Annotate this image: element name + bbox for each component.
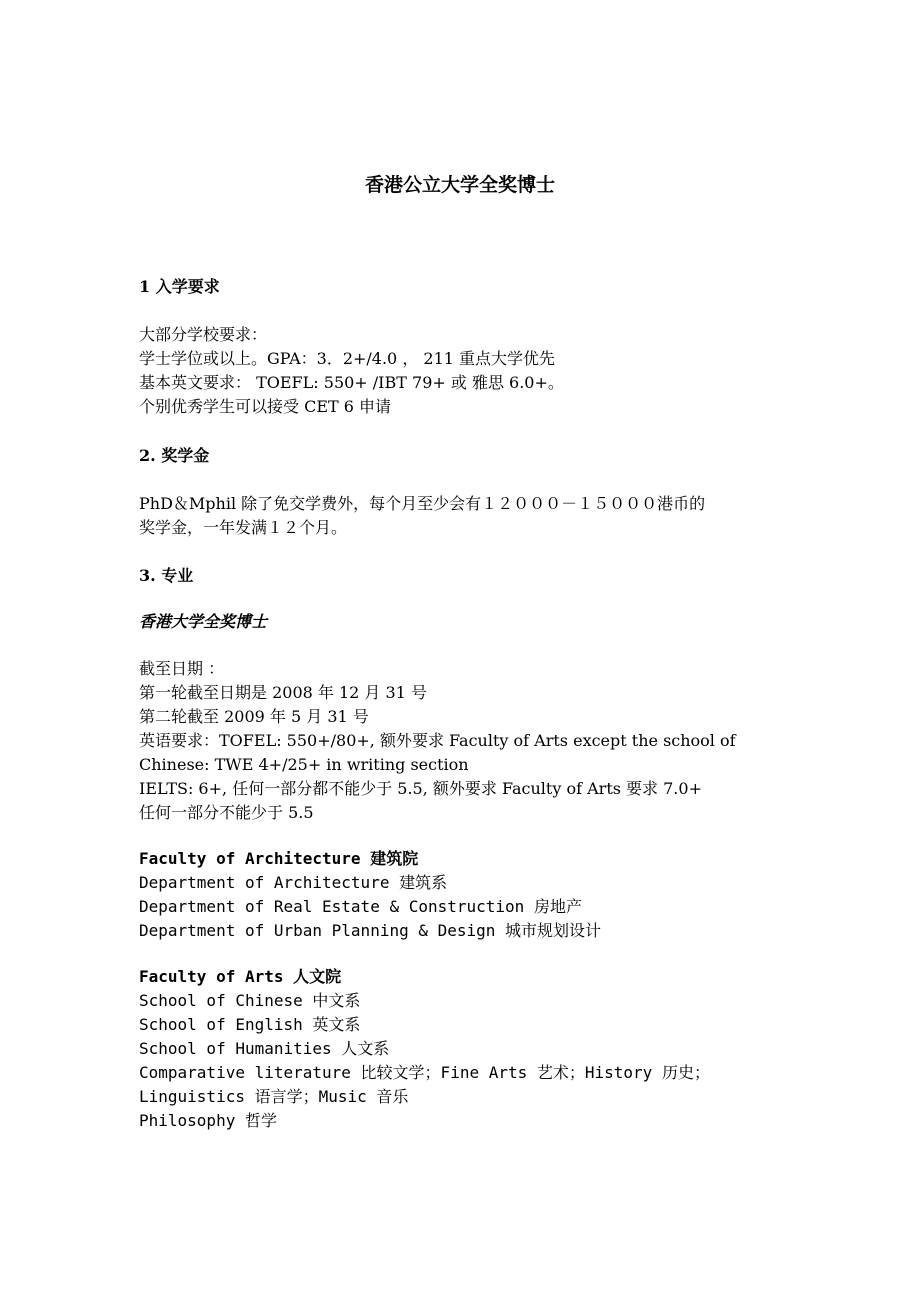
- admission-line: 个别优秀学生可以接受 CET 6 申请: [139, 397, 392, 416]
- university-subheading: 香港大学全奖博士: [139, 612, 268, 631]
- admission-line: 基本英文要求： TOEFL: 550+ /IBT 79+ 或 雅思 6.0+。: [139, 373, 564, 392]
- department-item: Linguistics 语言学；Music 音乐: [139, 1087, 409, 1106]
- section-heading-majors: 3. 专业: [139, 566, 194, 585]
- document-title: 香港公立大学全奖博士: [364, 174, 555, 196]
- department-item: Philosophy 哲学: [139, 1111, 277, 1130]
- department-item: School of Chinese 中文系: [139, 991, 361, 1010]
- scholarship-line: PhD＆Mphil 除了免交学费外，每个月至少会有１２０００－１５０００港币的: [139, 494, 706, 513]
- english-requirement-line: 任何一部分不能少于 5.5: [139, 803, 314, 822]
- admission-line: 学士学位或以上。GPA：3．2+/4.0 ， 211 重点大学优先: [139, 349, 556, 368]
- admission-line: 大部分学校要求：: [139, 325, 268, 344]
- faculty-heading-architecture: Faculty of Architecture 建筑院: [139, 849, 419, 868]
- department-item: School of English 英文系: [139, 1015, 361, 1034]
- english-requirement-line: Chinese: TWE 4+/25+ in writing section: [139, 755, 469, 774]
- department-item: Department of Urban Planning & Design 城市规划设计: [139, 921, 602, 940]
- department-item: School of Humanities 人文系: [139, 1039, 390, 1058]
- english-requirement-line: 英语要求：TOFEL: 550+/80+, 额外要求 Faculty of Arts except the school of: [139, 731, 736, 750]
- section-heading-scholarship: 2. 奖学金: [139, 446, 210, 465]
- deadline-line: 截至日期 ：: [139, 659, 225, 678]
- english-requirement-line: IELTS: 6+, 任何一部分都不能少于 5.5, 额外要求 Faculty of Arts 要求 7.0+: [139, 779, 702, 798]
- deadline-line: 第一轮截至日期是 2008 年 12 月 31 号: [139, 683, 427, 702]
- department-item: Comparative literature 比较文学；Fine Arts 艺术；History 历史；: [139, 1063, 710, 1082]
- section-heading-admission: 1 入学要求: [139, 277, 220, 296]
- department-item: Department of Real Estate & Construction 房地产: [139, 897, 582, 916]
- scholarship-line: 奖学金，一年发满１２个月。: [139, 518, 348, 537]
- faculty-heading-arts: Faculty of Arts 人文院: [139, 967, 342, 986]
- department-item: Department of Architecture 建筑系: [139, 873, 448, 892]
- deadline-line: 第二轮截至 2009 年 5 月 31 号: [139, 707, 369, 726]
